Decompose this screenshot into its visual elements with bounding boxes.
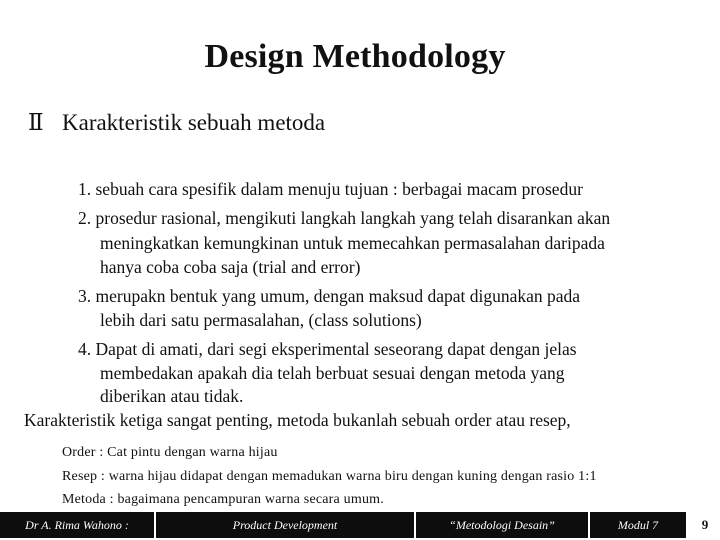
footer-course: Product Development [156, 512, 416, 538]
list-item-1-line-1: 1. sebuah cara spesifik dalam menuju tujuan : berbagai macam prosedur [78, 179, 583, 199]
footer-module: Modul 7 [617, 517, 659, 532]
slide-title: Design Methodology [204, 38, 506, 75]
list-item-3-line-1: 3. merupakn bentuk yang umum, dengan maksud dapat digunakan pada [78, 286, 581, 306]
definition-order: Order : Cat pintu dengan warna hijau [62, 445, 278, 460]
list-item-2-line-1: 2. prosedur rasional, mengikuti langkah langkah yang telah disarankan akan [78, 208, 611, 228]
list-item-2-line-3: hanya coba coba saja (trial and error) [100, 257, 361, 277]
footer-topic: “Metodologi Desain” [416, 512, 590, 538]
list-item-4-line-2: membedakan apakah dia telah berbuat sesuai dengan metoda yang [100, 363, 565, 383]
page-number: 9 [701, 517, 709, 532]
list-item-2-line-2: meningkatkan kemungkinan untuk memecahkan permasalahan daripada [100, 233, 605, 253]
definition-resep: Resep : warna hijau didapat dengan memadukan warna biru dengan kuning dengan rasio 1:1 [62, 469, 597, 484]
roman-numeral-marker: Ⅱ [28, 110, 44, 135]
definition-metoda: Metoda : bagaimana pencampuran warna secara umum. [62, 492, 384, 507]
section-heading-text: Karakteristik sebuah metoda [62, 110, 326, 135]
list-item-4-line-3: diberikan atau tidak. [100, 386, 244, 406]
footer-bar [0, 512, 686, 538]
emphasis-note: Karakteristik ketiga sangat penting, metoda bukanlah sebuah order atau resep, [24, 410, 571, 430]
footer-author: Dr A. Rima Wahono : [0, 512, 156, 538]
list-item-3-line-2: lebih dari satu permasalahan, (class solutions) [100, 310, 422, 330]
list-item-4-line-1: 4. Dapat di amati, dari segi eksperimental seseorang dapat dengan jelas [78, 339, 577, 359]
section-heading [28, 110, 325, 136]
